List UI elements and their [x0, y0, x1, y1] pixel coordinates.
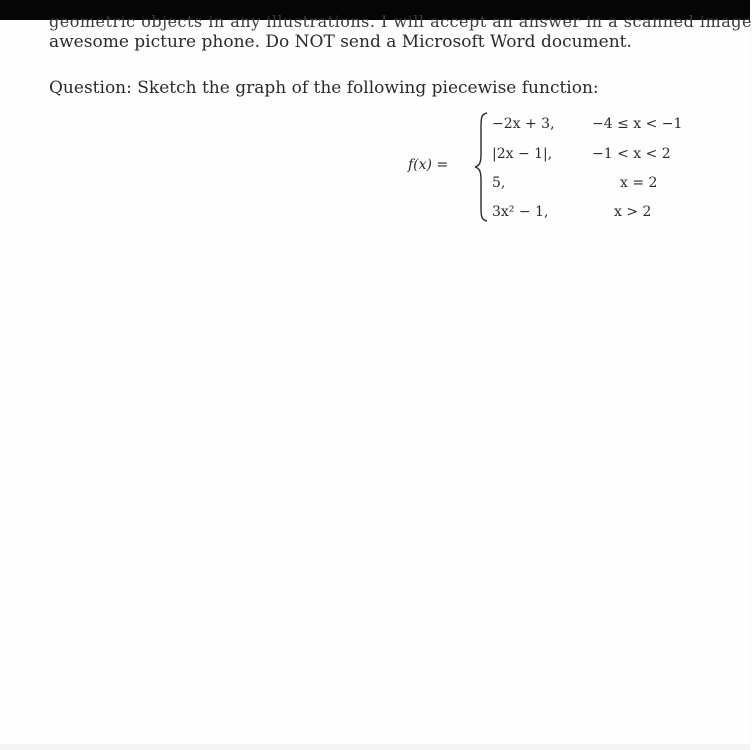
case-1-condition: −4 ≤ x < −1: [592, 116, 683, 132]
case-3-expression: 5,: [492, 175, 506, 191]
left-brace-icon: [474, 111, 490, 223]
question-text: Question: Sketch the graph of the following piecewise function:: [49, 78, 599, 98]
case-4-condition: x > 2: [614, 204, 652, 220]
case-3-condition: x = 2: [620, 175, 658, 191]
top-black-bar: [0, 0, 752, 31]
case-1-expression: −2x + 3,: [492, 116, 555, 132]
case-4-expression: 3x² − 1,: [492, 204, 549, 220]
function-label: f(x) =: [408, 157, 449, 173]
cut-off-text-line: geometric objects in any illustrations. I will accept an answer in a scanned image: [49, 12, 752, 31]
bottom-edge: [0, 744, 750, 750]
case-2-condition: −1 < x < 2: [592, 146, 671, 162]
instruction-text: awesome picture phone. Do NOT send a Microsoft Word document.: [49, 32, 632, 52]
case-2-expression: |2x − 1|,: [492, 146, 553, 162]
